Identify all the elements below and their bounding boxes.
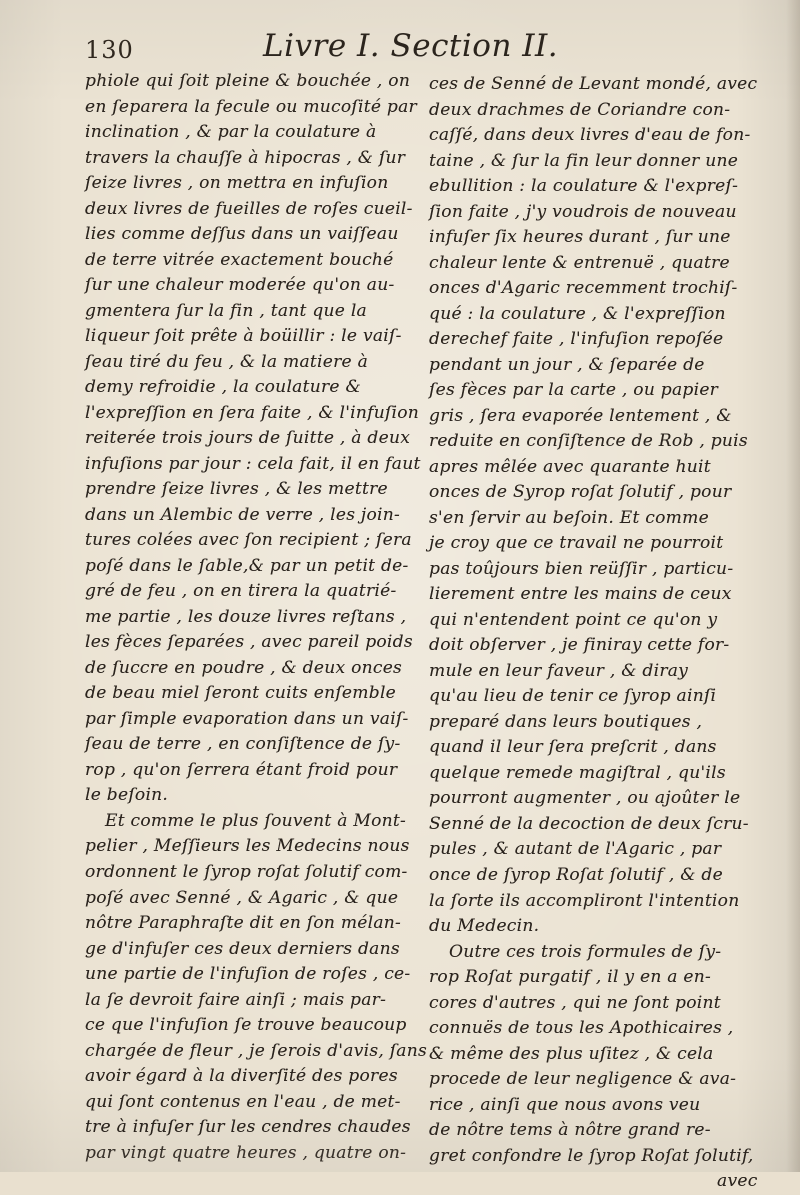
text-line: de nôtre tems à nôtre grand re-: [429, 1120, 711, 1141]
text-line: pourront augmenter , ou ajoûter le: [429, 788, 741, 809]
text-line: rop Roſat purgatif , il y en a en-: [429, 967, 712, 988]
text-line: cores d'autres , qui ne ſont point: [429, 992, 721, 1013]
text-line: reduite en conſiſtence de Rob , puis: [429, 431, 748, 452]
text-line: apres mêlée avec quarante huit: [429, 456, 711, 477]
text-line: gré de feu , on en tirera la quatrié-: [85, 581, 397, 602]
text-line: avoir égard à la diverſité des pores: [85, 1066, 398, 1087]
text-line: ſeize livres , on mettra en infuſion: [85, 173, 389, 194]
text-line: procede de leur negligence & ava-: [429, 1069, 737, 1090]
text-line: tre à infuſer ſur les cendres chaudes: [85, 1117, 411, 1138]
text-line: qui ſont contenus en l'eau , de met-: [85, 1091, 401, 1112]
text-line: infuſions par jour : cela fait, il en faut: [85, 453, 421, 474]
text-line: qu'au lieu de tenir ce ſyrop ainſi: [429, 686, 717, 707]
text-line: prendre ſeize livres , & les mettre: [85, 479, 388, 500]
text-line: phiole qui ſoit pleine & bouchée , on: [85, 71, 411, 91]
text-line: inclination , & par la coulature à: [85, 122, 377, 143]
text-line: lies comme deſſus dans un vaiſſeau: [85, 224, 399, 245]
text-line: deux livres de fueilles de roſes cueil-: [85, 198, 413, 219]
text-line: la ſe devroit faire ainſi ; mais par-: [85, 989, 387, 1010]
text-line: ſion faite , j'y voudrois de nouveau: [429, 201, 737, 222]
text-line: ſeau tiré du feu , & la matiere à: [85, 351, 369, 372]
text-line: rice , ainſi que nous avons veu: [429, 1094, 701, 1115]
text-line: ſeau de terre , en conſiſtence de ſy-: [85, 734, 401, 755]
text-line: rop , qu'on ſerrera étant froid pour: [85, 759, 398, 780]
text-line: preparé dans leurs boutiques ,: [429, 711, 703, 732]
text-line: derechef faite , l'infuſion repoſée: [429, 329, 724, 350]
text-line: deux drachmes de Coriandre con-: [429, 99, 731, 120]
text-line: ſur une chaleur moderée qu'on au-: [85, 275, 395, 296]
text-line: travers la chauſſe à hipocras , & ſur: [85, 147, 406, 168]
text-line: ge d'infuſer ces deux derniers dans: [85, 938, 400, 959]
text-line: qué : la coulature , & l'expreſſion: [429, 303, 726, 324]
text-line: caſſé, dans deux livres d'eau de fon-: [429, 125, 751, 146]
text-line: doit obſerver , je finiray cette for-: [429, 635, 730, 656]
text-line: par ſimple evaporation dans un vaiſ-: [85, 708, 409, 729]
text-line: connuës de tous les Apothicaires ,: [429, 1018, 734, 1039]
text-line: de ſuccre en poudre , & deux onces: [85, 657, 403, 678]
text-line: onces d'Agaric recemment trochiſ-: [429, 278, 738, 299]
text-line: gret confondre le ſyrop Roſat ſolutif,: [429, 1145, 754, 1166]
text-line: le beſoin.: [85, 785, 169, 806]
text-line: lierement entre les mains de ceux: [429, 584, 732, 605]
text-line: la ſorte ils accompliront l'intention: [429, 890, 740, 911]
text-line: de terre vitrée exactement bouché: [85, 249, 394, 270]
text-line: tures colées avec ſon recipient ; ſera: [85, 530, 412, 551]
text-line: une partie de l'infuſion de roſes , ce-: [85, 964, 411, 985]
text-line: pelier , Meſſieurs les Medecins nous: [85, 836, 410, 857]
text-line: l'expreſſion en ſera faite , & l'infuſion: [85, 402, 420, 423]
text-line: chaleur lente & entrenuë , quatre: [429, 252, 730, 273]
text-line: ordonnent le ſyrop roſat ſolutif com-: [85, 861, 408, 882]
paragraph-start-line: Et comme le plus ſouvent à Mont-: [105, 810, 407, 831]
text-line: quand il leur ſera preſcrit , dans: [429, 737, 717, 758]
text-line: ces de Senné de Levant mondé, avec: [429, 74, 758, 94]
page-header: [85, 28, 715, 72]
text-line: gmentera ſur la fin , tant que la: [85, 300, 367, 321]
text-line: nôtre Paraphraſte dit en ſon mélan-: [85, 913, 402, 934]
running-head: Livre I. Section II.: [263, 28, 559, 64]
text-line: pendant un jour , & ſeparée de: [429, 354, 705, 375]
paragraph-start-line: Outre ces trois formules de ſy-: [449, 941, 722, 962]
text-line: mule en leur faveur , & diray: [429, 660, 689, 681]
text-line: taine , & ſur la fin leur donner une: [429, 150, 739, 171]
catchword: avec: [717, 1171, 758, 1192]
left-text-column: [85, 69, 428, 1166]
text-line: liqueur ſoit prête à boüillir : le vaiſ-: [85, 326, 402, 347]
right-text-column: [429, 72, 759, 1195]
text-line: infuſer ſix heures durant , ſur une: [429, 227, 731, 248]
text-line: gris , ſera evaporée lentement , &: [429, 405, 732, 426]
text-line: par vingt quatre heures , quatre on-: [85, 1142, 407, 1163]
text-line: Senné de la decoction de deux ſcru-: [429, 813, 749, 834]
text-line: quelque remede magiſtral , qu'ils: [429, 762, 726, 783]
page-number: 130: [85, 36, 134, 64]
text-line: reiterée trois jours de ſuitte , à deux: [85, 428, 411, 449]
text-line: ce que l'infuſion ſe trouve beaucoup: [85, 1015, 407, 1036]
text-line: en ſeparera la fecule ou mucoſité par: [85, 96, 417, 117]
text-line: ebullition : la coulature & l'expreſ-: [429, 176, 739, 197]
text-line: demy refroidie , la coulature &: [85, 377, 361, 398]
text-line: poſé dans le ſable,& par un petit de-: [85, 555, 409, 576]
text-line: qui n'entendent point ce qu'on y: [429, 609, 718, 630]
text-line: je croy que ce travail ne pourroit: [429, 533, 724, 554]
text-line: chargée de fleur , je ſerois d'avis, ſans: [85, 1040, 428, 1061]
text-line: de beau miel ſeront cuits enſemble: [85, 683, 397, 704]
text-line: s'en ſervir au beſoin. Et comme: [429, 507, 709, 528]
text-line: & même des plus uſitez , & cela: [429, 1043, 714, 1064]
text-line: pas toûjours bien reüſſir , particu-: [429, 558, 734, 579]
text-line: poſé avec Senné , & Agaric , & que: [85, 887, 399, 908]
text-line: me partie , les douze livres reſtans ,: [85, 606, 407, 627]
text-line: du Medecin.: [429, 916, 540, 937]
text-line: ſes fèces par la carte , ou papier: [429, 380, 719, 401]
text-line: les fèces ſeparées , avec pareil poids: [85, 632, 413, 653]
text-line: dans un Alembic de verre , les join-: [85, 504, 401, 525]
text-line: onces de Syrop roſat ſolutif , pour: [429, 482, 732, 503]
text-line: once de ſyrop Roſat ſolutif , & de: [429, 864, 723, 885]
text-line: pules , & autant de l'Agaric , par: [429, 839, 722, 860]
